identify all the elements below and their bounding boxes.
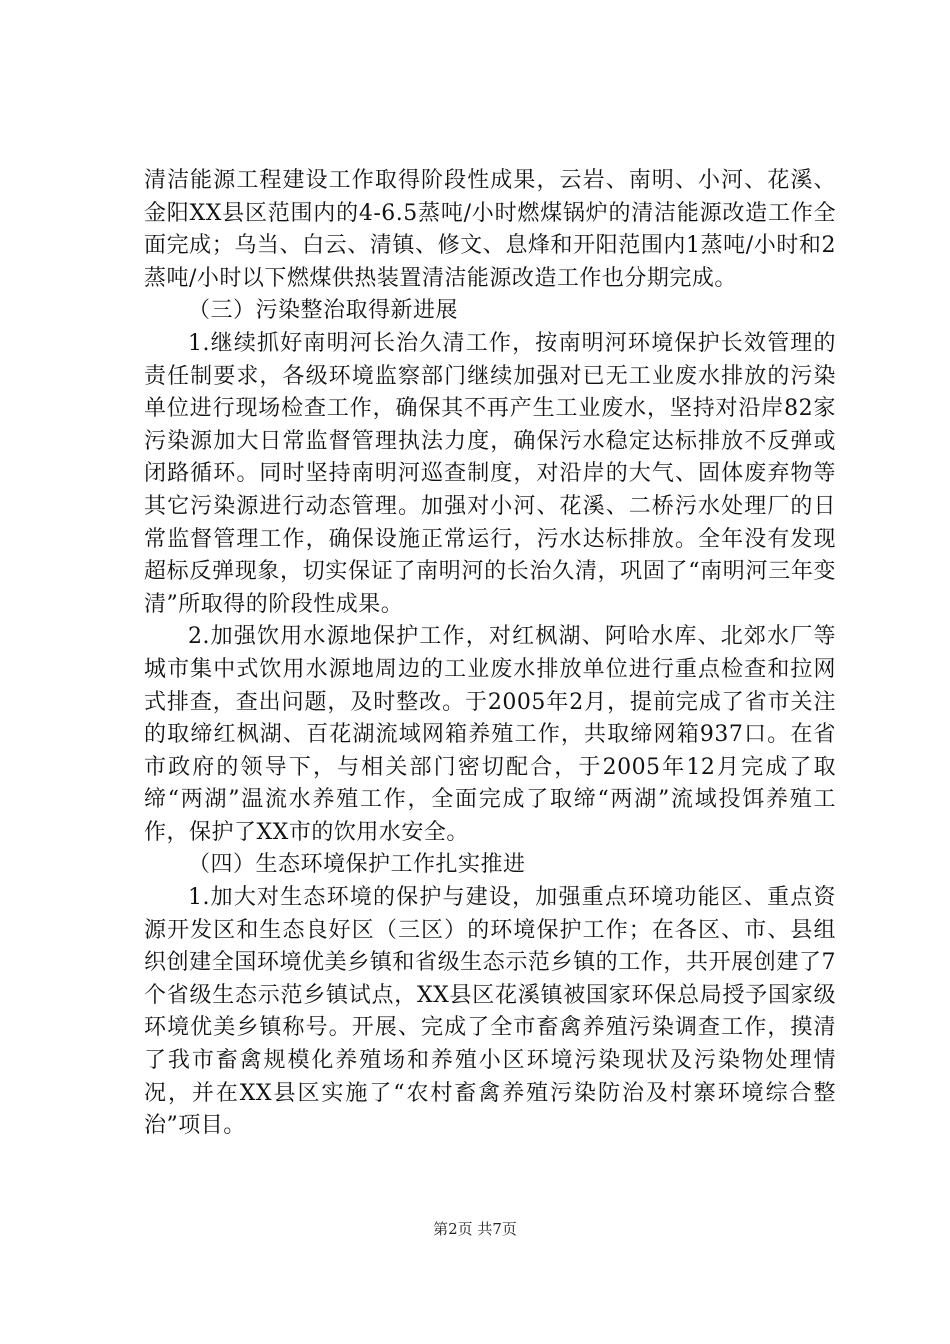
paragraph-ecology: 1.加大对生态环境的保护与建设，加强重点环境功能区、重点资源开发区和生态良好区（三区）的环境保护工作；在各区、市、县组织创建全国环境优美乡镇和省级生态示范乡镇的工作，共开展创建了7个省级生态示范乡镇试点，XX县区花溪镇被国家环保总局授予国家级环境优美乡镇称号。开展、完成了全市畜禽养殖污染调查工作，摸清了我市畜禽规模化养殖场和养殖小区环境污染现状及污染物处理情况，并在XX县区实施了“农村畜禽养殖污染防治及村寨环境综合整治”项目。 xyxy=(144,885,836,1139)
page-footer: 第2页 共7页 xyxy=(433,1220,517,1238)
paragraph-drinking-water: 2.加强饮用水源地保护工作，对红枫湖、阿哈水库、北郊水厂等城市集中式饮用水源地周边的工业废水排放单位进行重点检查和拉网式排查，查出问题，及时整改。于2005年2月，提前完成了省市关注的取缔红枫湖、百花湖流域网箱养殖工作，共取缔网箱937口。在省市政府的领导下，与相关部门密切配合，于2005年12月完成了取缔“两湖”温流水养殖工作，全面完成了取缔“两湖”流域投饵养殖工作，保护了XX市的饮用水安全。 xyxy=(144,624,836,845)
section-heading-4: （四）生态环境保护工作扎实推进 xyxy=(188,852,526,878)
paragraph-continuation: 清洁能源工程建设工作取得阶段性成果，云岩、南明、小河、花溪、金阳XX县区范围内的4-6.5蒸吨/小时燃煤锅炉的清洁能源改造工作全面完成；乌当、白云、清镇、修文、息烽和开阳范围内1蒸吨/小时和2蒸吨/小时以下燃煤供热装置清洁能源改造工作也分期完成。 xyxy=(144,168,836,291)
paragraph-nanming-river: 1.继续抓好南明河长治久清工作，按南明河环境保护长效管理的责任制要求，各级环境监察部门继续加强对已无工业废水排放的污染单位进行现场检查工作，确保其不再产生工业废水，坚持对沿岸82家污染源加大日常监督管理执法力度，确保污水稳定达标排放不反弹或闭路循环。同时坚持南明河巡查制度，对沿岸的大气、固体废弃物等其它污染源进行动态管理。加强对小河、花溪、二桥污水处理厂的日常监督管理工作，确保设施正常运行，污水达标排放。全年没有发现超标反弹现象，切实保证了南明河的长治久清，巩固了“南明河三年变清”所取得的阶段性成果。 xyxy=(144,330,836,617)
document-body xyxy=(144,165,836,1143)
section-heading-3: （三）污染整治取得新进展 xyxy=(188,298,459,324)
